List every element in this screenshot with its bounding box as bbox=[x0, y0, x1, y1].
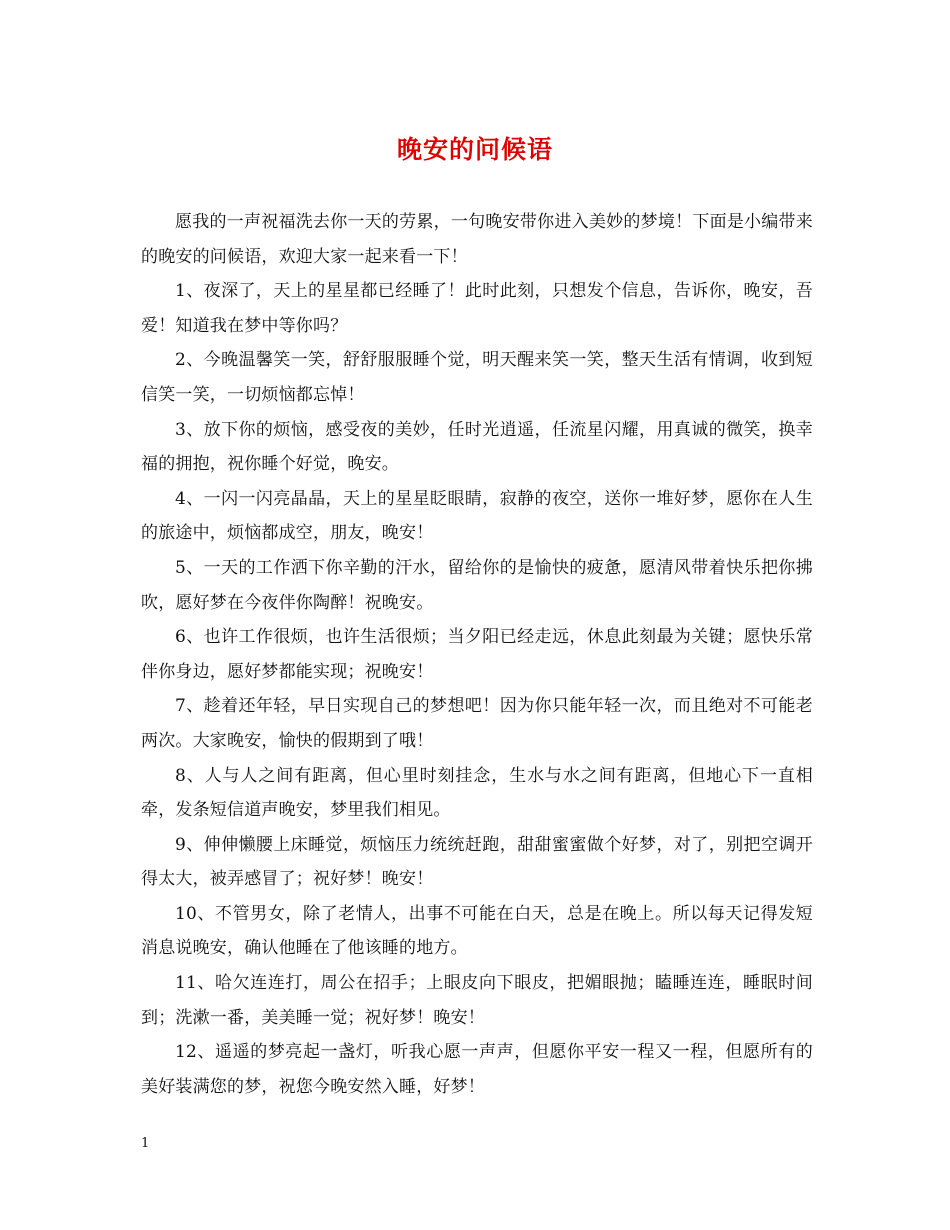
document-body bbox=[141, 205, 813, 1104]
greeting-paragraph-10: 10、不管男女，除了老情人，出事不可能在白天，总是在晚上。所以每天记得发短消息说晚安，确认他睡在了他该睡的地方。 bbox=[141, 903, 813, 959]
greeting-paragraph-2: 2、今晚温馨笑一笑，舒舒服服睡个觉，明天醒来笑一笑，整天生活有情调，收到短信笑一笑，一切烦恼都忘悼！ bbox=[141, 350, 813, 405]
greeting-paragraph-7: 7、趁着还年轻，早日实现自己的梦想吧！因为你只能年轻一次，而且绝对不可能老两次。大家晚安，愉快的假期到了哦！ bbox=[141, 696, 813, 751]
greeting-paragraph-6: 6、也许工作很烦，也许生活很烦；当夕阳已经走远，休息此刻最为关键；愿快乐常伴你身边，愿好梦都能实现；祝晚安！ bbox=[141, 627, 813, 682]
document-title: 晚安的问候语 bbox=[396, 135, 553, 164]
greeting-paragraph-1: 1、夜深了，天上的星星都已经睡了！此时此刻，只想发个信息，告诉你，晚安，吾爱！知道我在梦中等你吗？ bbox=[141, 281, 813, 336]
greeting-paragraph-12: 12、遥遥的梦亮起一盏灯，听我心愿一声声，但愿你平安一程又一程，但愿所有的美好装满您的梦，祝您今晚安然入睡，好梦！ bbox=[141, 1042, 813, 1097]
intro-paragraph: 愿我的一声祝福洗去你一天的劳累，一句晚安带你进入美妙的梦境！下面是小编带来的晚安的问候语，欢迎大家一起来看一下！ bbox=[141, 212, 813, 267]
greeting-paragraph-3: 3、放下你的烦恼，感受夜的美妙，任时光逍遥，任流星闪耀，用真诚的微笑，换幸福的拥抱，祝你睡个好觉，晚安。 bbox=[141, 419, 813, 475]
greeting-paragraph-11: 11、哈欠连连打，周公在招手；上眼皮向下眼皮，把媚眼抛；瞌睡连连，睡眠时间到；洗漱一番，美美睡一觉；祝好梦！晚安！ bbox=[141, 973, 813, 1028]
page-number: 1 bbox=[141, 1136, 150, 1151]
greeting-paragraph-9: 9、伸伸懒腰上床睡觉，烦恼压力统统赶跑，甜甜蜜蜜做个好梦，对了，别把空调开得太大，被弄感冒了；祝好梦！晚安！ bbox=[141, 834, 813, 890]
greeting-paragraph-5: 5、一天的工作洒下你辛勤的汗水，留给你的是愉快的疲惫，愿清风带着快乐把你拂吹，愿好梦在今夜伴你陶醉！祝晚安。 bbox=[141, 557, 813, 613]
greeting-paragraph-4: 4、一闪一闪亮晶晶，天上的星星眨眼睛，寂静的夜空，送你一堆好梦，愿你在人生的旅途中，烦恼都成空，朋友，晚安！ bbox=[141, 488, 813, 544]
greeting-paragraph-8: 8、人与人之间有距离，但心里时刻挂念，生水与水之间有距离，但地心下一直相牵，发条短信道声晚安，梦里我们相见。 bbox=[141, 765, 813, 821]
